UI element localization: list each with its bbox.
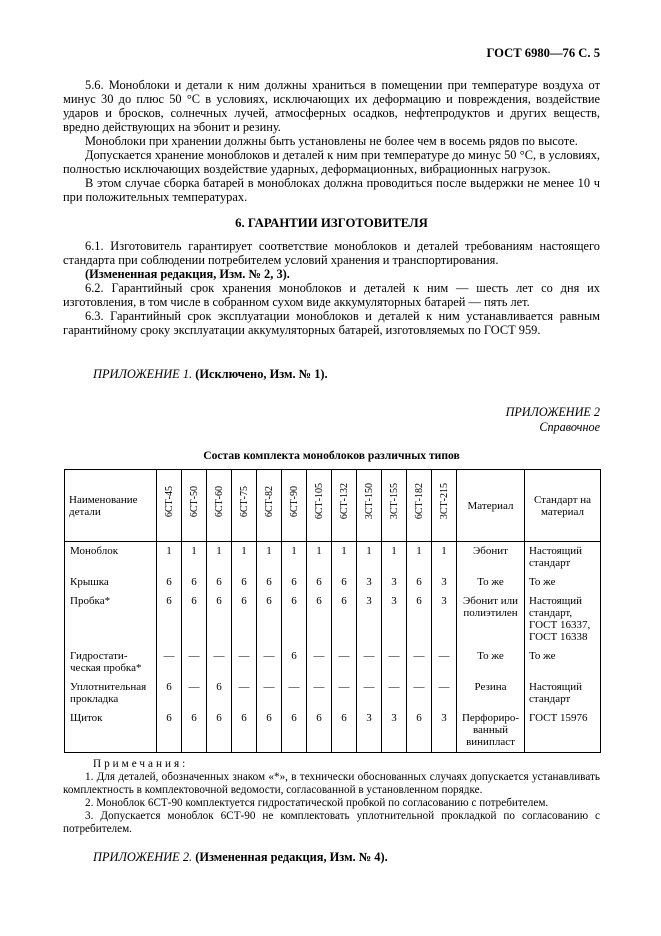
quantity-cell: — bbox=[407, 647, 432, 678]
quantity-cell: 6 bbox=[207, 573, 232, 592]
quantity-cell: 6 bbox=[257, 592, 282, 647]
battery-type-label: 6СТ-50 bbox=[188, 485, 200, 518]
quantity-cell: 6 bbox=[207, 592, 232, 647]
battery-type-label: 6СТ-132 bbox=[338, 483, 350, 520]
quantity-cell: 3 bbox=[382, 592, 407, 647]
quantity-cell: — bbox=[432, 647, 457, 678]
quantity-cell: — bbox=[407, 678, 432, 709]
battery-type-label: 6СТ-82 bbox=[263, 485, 275, 518]
quantity-cell: — bbox=[332, 647, 357, 678]
quantity-cell: 6 bbox=[282, 709, 307, 753]
annex-2-header bbox=[63, 405, 600, 435]
quantity-cell: 3 bbox=[432, 573, 457, 592]
quantity-cell: 6 bbox=[282, 573, 307, 592]
quantity-cell: 6 bbox=[307, 573, 332, 592]
battery-type-label: 6СТ-60 bbox=[213, 485, 225, 518]
quantity-cell: 6 bbox=[282, 592, 307, 647]
battery-type-label: 3СТ-150 bbox=[363, 483, 375, 520]
material-cell: Резина bbox=[457, 678, 525, 709]
paragraph-6-1: 6.1. Изготовитель гарантирует соответствие моноблоков и деталей требованиям настоящего стандарта при соблюдении потребителем условий хранения и транспортирования. bbox=[63, 239, 600, 267]
quantity-cell: 1 bbox=[282, 542, 307, 574]
quantity-cell: — bbox=[307, 647, 332, 678]
battery-type-label: 6СТ-90 bbox=[288, 485, 300, 518]
detail-name-header: Наименование детали bbox=[65, 470, 157, 542]
quantity-cell: 1 bbox=[182, 542, 207, 574]
quantity-cell: 3 bbox=[382, 573, 407, 592]
quantity-cell: — bbox=[157, 647, 182, 678]
annex-1-label: ПРИЛОЖЕНИЕ 1. bbox=[93, 367, 193, 381]
quantity-cell: 6 bbox=[232, 573, 257, 592]
table-row bbox=[65, 647, 601, 678]
material-cell: Перфорированный винипласт bbox=[457, 709, 525, 753]
annex-1-line bbox=[63, 367, 600, 381]
battery-type-label: 6СТ-182 bbox=[413, 483, 425, 520]
quantity-cell: 1 bbox=[357, 542, 382, 574]
battery-type-header bbox=[432, 470, 457, 542]
standard-cell: Настоящий стандарт, ГОСТ 16337, ГОСТ 16338 bbox=[525, 592, 601, 647]
table-row bbox=[65, 542, 601, 574]
quantity-cell: — bbox=[257, 647, 282, 678]
standard-cell: То же bbox=[525, 573, 601, 592]
standard-cell: Настоящий стандарт bbox=[525, 542, 601, 574]
quantity-cell: — bbox=[232, 647, 257, 678]
annex-2-amendment-note: (Измененная редакция, Изм. № 4). bbox=[195, 850, 388, 864]
battery-type-header bbox=[157, 470, 182, 542]
battery-type-label: 6СТ-105 bbox=[313, 483, 325, 520]
detail-name-cell: Уплотнительная прокладка bbox=[65, 678, 157, 709]
table-header-row bbox=[65, 470, 601, 542]
battery-type-label: 3СТ-155 bbox=[388, 483, 400, 520]
standard-header: Стандарт на материал bbox=[525, 470, 601, 542]
quantity-cell: 6 bbox=[407, 709, 432, 753]
quantity-cell: 6 bbox=[307, 709, 332, 753]
annex-1-excluded-note: (Исключено, Изм. № 1). bbox=[195, 367, 328, 381]
quantity-cell: 3 bbox=[382, 709, 407, 753]
section-5-storage bbox=[63, 78, 600, 204]
quantity-cell: 6 bbox=[257, 709, 282, 753]
annex-2-amendment-line bbox=[63, 850, 600, 864]
battery-type-header bbox=[282, 470, 307, 542]
quantity-cell: 6 bbox=[332, 709, 357, 753]
quantity-cell: 6 bbox=[157, 592, 182, 647]
quantity-cell: 6 bbox=[232, 709, 257, 753]
quantity-cell: — bbox=[257, 678, 282, 709]
annex-2-subtitle: Справочное bbox=[539, 420, 600, 434]
note-item-1: 1. Для деталей, обозначенных знаком «*», в технически обоснованных случаях допускается устанавливать комплектность в комплектовочной ведомости, согласованной в установленном порядке. bbox=[63, 771, 600, 796]
section-6-warranty bbox=[63, 239, 600, 337]
material-cell: То же bbox=[457, 647, 525, 678]
battery-type-label: 6СТ-75 bbox=[238, 485, 250, 518]
quantity-cell: 3 bbox=[432, 709, 457, 753]
quantity-cell: 6 bbox=[282, 647, 307, 678]
quantity-cell: 6 bbox=[157, 709, 182, 753]
quantity-cell: — bbox=[207, 647, 232, 678]
quantity-cell: — bbox=[382, 647, 407, 678]
quantity-cell: — bbox=[307, 678, 332, 709]
detail-name-cell: Крышка bbox=[65, 573, 157, 592]
standard-cell: То же bbox=[525, 647, 601, 678]
quantity-cell: 3 bbox=[357, 573, 382, 592]
detail-name-cell: Пробка* bbox=[65, 592, 157, 647]
battery-type-header bbox=[182, 470, 207, 542]
battery-type-header bbox=[357, 470, 382, 542]
battery-type-header bbox=[207, 470, 232, 542]
page-header-doc-ref: ГОСТ 6980—76 С. 5 bbox=[486, 46, 600, 60]
quantity-cell: 1 bbox=[432, 542, 457, 574]
quantity-cell: — bbox=[232, 678, 257, 709]
quantity-cell: — bbox=[432, 678, 457, 709]
standard-cell: ГОСТ 15976 bbox=[525, 709, 601, 753]
quantity-cell: — bbox=[282, 678, 307, 709]
quantity-cell: 1 bbox=[157, 542, 182, 574]
paragraph-storage-low-temp: Допускается хранение моноблоков и деталей к ним при температуре до минус 50 °С, в условиях, полностью исключающих воздействие ударных, деформационных, вибрационных нагрузок. bbox=[63, 148, 600, 176]
battery-type-header bbox=[232, 470, 257, 542]
annex-2-label: ПРИЛОЖЕНИЕ 2 bbox=[505, 405, 600, 419]
quantity-cell: 1 bbox=[207, 542, 232, 574]
section-6-heading: 6. ГАРАНТИИ ИЗГОТОВИТЕЛЯ bbox=[235, 216, 428, 230]
battery-type-header bbox=[257, 470, 282, 542]
monoblock-components-table bbox=[64, 469, 601, 753]
material-cell: То же bbox=[457, 573, 525, 592]
quantity-cell: 3 bbox=[357, 709, 382, 753]
battery-type-label: 3СТ-215 bbox=[438, 483, 450, 520]
quantity-cell: 1 bbox=[332, 542, 357, 574]
quantity-cell: 6 bbox=[207, 709, 232, 753]
battery-type-header bbox=[307, 470, 332, 542]
paragraph-storage-rows: Моноблоки при хранении должны быть установлены не более чем в восемь рядов по высоте. bbox=[85, 134, 578, 148]
battery-type-header bbox=[382, 470, 407, 542]
paragraph-6-2: 6.2. Гарантийный срок хранения моноблоков и деталей к ним — шесть лет со дня их изготовления, в том числе в собранном сухом виде аккумуляторных батарей — пять лет. bbox=[63, 281, 600, 309]
quantity-cell: — bbox=[357, 647, 382, 678]
detail-name-cell: Гидростатическая пробка* bbox=[65, 647, 157, 678]
quantity-cell: 6 bbox=[407, 592, 432, 647]
quantity-cell: 6 bbox=[157, 573, 182, 592]
quantity-cell: 3 bbox=[432, 592, 457, 647]
battery-type-header bbox=[407, 470, 432, 542]
amendment-note-2-3: (Измененная редакция, Изм. № 2, 3). bbox=[85, 267, 290, 281]
quantity-cell: 6 bbox=[332, 592, 357, 647]
material-header: Материал bbox=[457, 470, 525, 542]
quantity-cell: 6 bbox=[182, 573, 207, 592]
quantity-cell: 6 bbox=[332, 573, 357, 592]
notes-heading: Примечания: bbox=[93, 758, 189, 770]
paragraph-5-6: 5.6. Моноблоки и детали к ним должны храниться в помещении при температуре воздуха от минус 30 до плюс 50 °С в условиях, исключающих их деформацию и повреждения, воздействие ударов и бросков, солнечных лучей, атмосферных осадков, нефтепродуктов и других веществ, вредно действующих на эбонит и резину. bbox=[63, 78, 600, 134]
standard-cell: Настоящий стандарт bbox=[525, 678, 601, 709]
table-body bbox=[65, 542, 601, 753]
quantity-cell: 6 bbox=[407, 573, 432, 592]
battery-type-header bbox=[332, 470, 357, 542]
quantity-cell: 6 bbox=[232, 592, 257, 647]
quantity-cell: — bbox=[182, 678, 207, 709]
quantity-cell: 3 bbox=[357, 592, 382, 647]
table-row bbox=[65, 573, 601, 592]
paragraph-6-3: 6.3. Гарантийный срок эксплуатации моноблоков и деталей к ним устанавливается равным гарантийному сроку эксплуатации аккумуляторных батарей, изготовляемых по ГОСТ 959. bbox=[63, 309, 600, 337]
table-row bbox=[65, 592, 601, 647]
quantity-cell: 6 bbox=[182, 709, 207, 753]
quantity-cell: 1 bbox=[407, 542, 432, 574]
annex-2-amendment-label: ПРИЛОЖЕНИЕ 2. bbox=[93, 850, 193, 864]
quantity-cell: 1 bbox=[382, 542, 407, 574]
material-cell: Эбонит bbox=[457, 542, 525, 574]
quantity-cell: 1 bbox=[232, 542, 257, 574]
quantity-cell: 1 bbox=[257, 542, 282, 574]
table-title: Состав комплекта моноблоков различных типов bbox=[203, 449, 460, 462]
material-cell: Эбонит или полиэтилен bbox=[457, 592, 525, 647]
quantity-cell: — bbox=[382, 678, 407, 709]
notes-block bbox=[63, 758, 600, 836]
table-row bbox=[65, 678, 601, 709]
detail-name-cell: Моноблок bbox=[65, 542, 157, 574]
detail-name-cell: Щиток bbox=[65, 709, 157, 753]
quantity-cell: 6 bbox=[207, 678, 232, 709]
table-row bbox=[65, 709, 601, 753]
note-item-2: 2. Моноблок 6СТ-90 комплектуется гидростатической пробкой по согласованию с потребителем. bbox=[85, 797, 549, 809]
quantity-cell: — bbox=[357, 678, 382, 709]
quantity-cell: 1 bbox=[307, 542, 332, 574]
quantity-cell: 6 bbox=[157, 678, 182, 709]
quantity-cell: 6 bbox=[307, 592, 332, 647]
quantity-cell: 6 bbox=[182, 592, 207, 647]
battery-type-label: 6СТ-45 bbox=[163, 485, 175, 518]
note-item-3: 3. Допускается моноблок 6СТ-90 не комплектовать уплотнительной прокладкой по согласованию с потребителем. bbox=[63, 810, 600, 835]
quantity-cell: — bbox=[332, 678, 357, 709]
quantity-cell: 6 bbox=[257, 573, 282, 592]
paragraph-assembly-delay: В этом случае сборка батарей в моноблоках должна проводиться после выдержки не менее 10 ч при положительных температурах. bbox=[63, 176, 600, 204]
quantity-cell: — bbox=[182, 647, 207, 678]
